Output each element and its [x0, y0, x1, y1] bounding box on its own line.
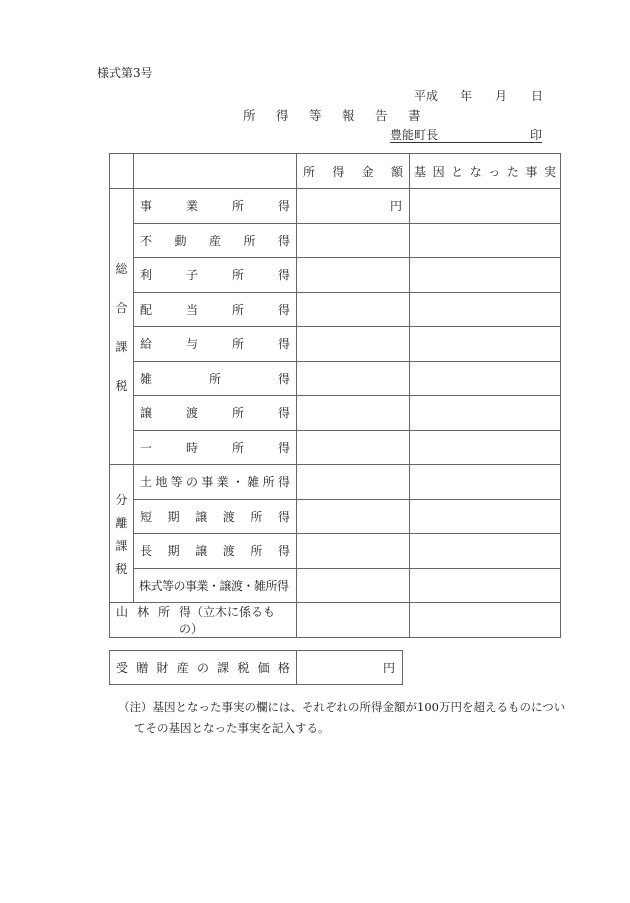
label-char: の — [196, 661, 209, 675]
label-char: 所 — [231, 440, 244, 455]
label-char: 譲 — [140, 406, 153, 421]
row-label-salary — [134, 327, 297, 362]
basis-cell[interactable] — [410, 258, 561, 293]
row-label-business — [134, 189, 297, 224]
label-char: 時 — [185, 440, 198, 455]
label-char: 得 — [277, 337, 290, 352]
label-char: 格 — [277, 661, 290, 675]
note — [118, 697, 578, 739]
label-char: 渡 — [185, 406, 198, 421]
label-char: 所 — [231, 406, 244, 421]
label-char: 与 — [185, 337, 198, 352]
document-title — [243, 106, 441, 124]
amount-cell[interactable] — [297, 258, 410, 293]
amount-cell[interactable] — [297, 430, 410, 465]
label-char: 所 — [243, 233, 256, 248]
header-char: 額 — [390, 164, 403, 179]
title-char: 報 — [342, 108, 355, 123]
label-char: 得 — [277, 302, 290, 317]
amount-cell[interactable] — [297, 396, 410, 431]
amount-cell[interactable] — [297, 603, 410, 638]
header-char: 得 — [332, 164, 345, 179]
addressee-line — [390, 128, 542, 143]
table-row — [110, 327, 561, 362]
label-char: 価 — [257, 661, 270, 675]
note-line-1: （注）基因となった事実の欄には、それぞれの所得金額が100万円を超えるものについ — [118, 700, 566, 714]
row-label-misc — [134, 361, 297, 396]
basis-cell[interactable] — [410, 327, 561, 362]
header-char: と — [451, 164, 464, 179]
basis-cell[interactable] — [410, 223, 561, 258]
group-char: 総 — [115, 261, 128, 276]
label-char: 所 — [208, 371, 221, 386]
label-char: 配 — [140, 302, 153, 317]
label-char: 所 — [231, 199, 244, 214]
label-char: 産 — [176, 661, 189, 675]
amount-cell[interactable]: 円 — [297, 189, 410, 224]
label-char: 所 — [231, 337, 244, 352]
label-char: 所 — [231, 302, 244, 317]
label-char: 所 — [250, 544, 263, 559]
basis-cell[interactable] — [410, 189, 561, 224]
label-char: 得（立木に係るもの） — [179, 605, 276, 636]
label-char: 所 — [158, 605, 171, 619]
table-row — [110, 396, 561, 431]
label-char: 渡 — [222, 544, 235, 559]
label-char: の — [185, 475, 198, 490]
label-text: 株式等の事業・譲渡・雑所得 — [139, 578, 289, 593]
group-char: 離 — [115, 515, 128, 530]
basis-cell[interactable] — [410, 568, 561, 603]
label-char: 得 — [277, 406, 290, 421]
row-label-land-business — [134, 465, 297, 500]
basis-cell[interactable] — [410, 603, 561, 638]
label-char: 得 — [277, 199, 290, 214]
label-char: 所 — [250, 509, 263, 524]
header-char: 因 — [432, 164, 445, 179]
title-char: 得 — [276, 108, 289, 123]
label-char: 給 — [140, 337, 153, 352]
amount-cell[interactable] — [297, 327, 410, 362]
row-label-forest — [110, 603, 297, 638]
table-row — [110, 292, 561, 327]
group-char: 課 — [115, 339, 128, 354]
label-char: 渡 — [222, 509, 235, 524]
amount-cell[interactable] — [297, 568, 410, 603]
header-char: な — [469, 164, 482, 179]
basis-cell[interactable] — [410, 292, 561, 327]
table-row — [110, 465, 561, 500]
table-row — [110, 361, 561, 396]
header-char: た — [506, 164, 519, 179]
amount-cell[interactable] — [297, 465, 410, 500]
label-char: 得 — [277, 233, 290, 248]
label-char: 得 — [277, 268, 290, 283]
label-char: 土 — [140, 475, 153, 490]
label-char: 雑 — [247, 475, 260, 490]
table-row — [110, 223, 561, 258]
header-char: 実 — [543, 164, 556, 179]
date-line — [414, 87, 543, 104]
label-char: 受 — [116, 661, 129, 675]
label-char: 林 — [137, 605, 150, 619]
label-char: 等 — [170, 475, 183, 490]
label-char: 長 — [140, 544, 153, 559]
label-char: 得 — [277, 440, 290, 455]
header-blank — [110, 154, 134, 189]
label-char: 財 — [156, 661, 169, 675]
title-char: 書 — [408, 108, 421, 123]
note-line-2: てその基因となった事実を記入する。 — [134, 721, 330, 735]
label-char: 贈 — [136, 661, 149, 675]
title-char: 告 — [375, 108, 388, 123]
header-char: 金 — [361, 164, 374, 179]
label-char: 期 — [167, 544, 180, 559]
label-char: 一 — [140, 440, 153, 455]
label-char: 不 — [140, 233, 153, 248]
table-row — [110, 651, 403, 685]
group-char: 税 — [115, 561, 128, 576]
label-char: 短 — [140, 509, 153, 524]
header-basis — [410, 154, 561, 189]
label-char: 当 — [185, 302, 198, 317]
label-char: 譲 — [195, 509, 208, 524]
form-number: 様式第3号 — [97, 66, 153, 80]
table-row — [110, 568, 561, 603]
income-table — [109, 153, 561, 638]
date-era: 平成 — [414, 89, 439, 103]
table-row — [110, 430, 561, 465]
group-char: 課 — [115, 538, 128, 553]
group-char: 合 — [115, 300, 128, 315]
basis-cell[interactable] — [410, 361, 561, 396]
table-row — [110, 189, 561, 224]
basis-cell[interactable] — [410, 396, 561, 431]
title-char: 等 — [309, 108, 322, 123]
label-char: 得 — [277, 509, 290, 524]
label-char: 山 — [116, 605, 129, 619]
amount-cell[interactable] — [297, 499, 410, 534]
amount-cell[interactable] — [297, 361, 410, 396]
table-row-forest — [110, 603, 561, 638]
title-char: 所 — [243, 108, 256, 123]
table-header-row — [110, 154, 561, 189]
row-label-transfer — [134, 396, 297, 431]
header-blank — [134, 154, 297, 189]
basis-cell[interactable] — [410, 465, 561, 500]
row-label-dividend — [134, 292, 297, 327]
header-char: 基 — [414, 164, 427, 179]
label-char: ・ — [231, 475, 244, 490]
seal-mark: 印 — [529, 128, 542, 142]
date-month: 月 — [495, 89, 508, 103]
label-char: 業 — [216, 475, 229, 490]
basis-cell[interactable] — [410, 430, 561, 465]
label-char: 産 — [208, 233, 221, 248]
label-char: 得 — [277, 544, 290, 559]
row-label-real-estate — [134, 223, 297, 258]
basis-cell[interactable] — [410, 534, 561, 569]
label-char: 課 — [217, 661, 230, 675]
group-char: 分 — [115, 492, 128, 507]
addressee-name: 豊能町長 — [390, 128, 439, 142]
label-char: 子 — [185, 268, 198, 283]
label-char: 税 — [237, 661, 250, 675]
label-char: 期 — [167, 509, 180, 524]
table-row — [110, 258, 561, 293]
label-char: 事 — [140, 199, 153, 214]
row-label-occasional — [134, 430, 297, 465]
amount-cell[interactable] — [297, 223, 410, 258]
group-label-bunri — [110, 465, 134, 603]
label-char: 動 — [174, 233, 187, 248]
header-char: 所 — [303, 164, 316, 179]
gift-label — [110, 651, 297, 685]
basis-cell[interactable] — [410, 499, 561, 534]
group-char: 税 — [115, 378, 128, 393]
table-row — [110, 534, 561, 569]
amount-cell[interactable] — [297, 534, 410, 569]
row-label-stocks — [134, 568, 297, 603]
header-amount — [297, 154, 410, 189]
amount-cell[interactable] — [297, 292, 410, 327]
row-label-long-term-transfer — [134, 534, 297, 569]
row-label-short-term-transfer — [134, 499, 297, 534]
label-char: 得 — [277, 371, 290, 386]
label-char: 業 — [185, 199, 198, 214]
label-char: 得 — [277, 475, 290, 490]
label-char: 所 — [262, 475, 275, 490]
gift-amount-cell[interactable]: 円 — [297, 651, 403, 685]
header-char: っ — [488, 164, 501, 179]
date-day: 日 — [531, 89, 544, 103]
date-year: 年 — [460, 89, 473, 103]
label-char: 譲 — [195, 544, 208, 559]
table-row — [110, 499, 561, 534]
label-char: 利 — [140, 268, 153, 283]
row-label-interest — [134, 258, 297, 293]
label-char: 地 — [155, 475, 168, 490]
label-char: 所 — [231, 268, 244, 283]
label-char: 事 — [201, 475, 214, 490]
label-char: 雑 — [140, 371, 153, 386]
header-char: 事 — [525, 164, 538, 179]
gift-property-table — [109, 650, 403, 685]
group-label-sogo — [110, 189, 134, 465]
